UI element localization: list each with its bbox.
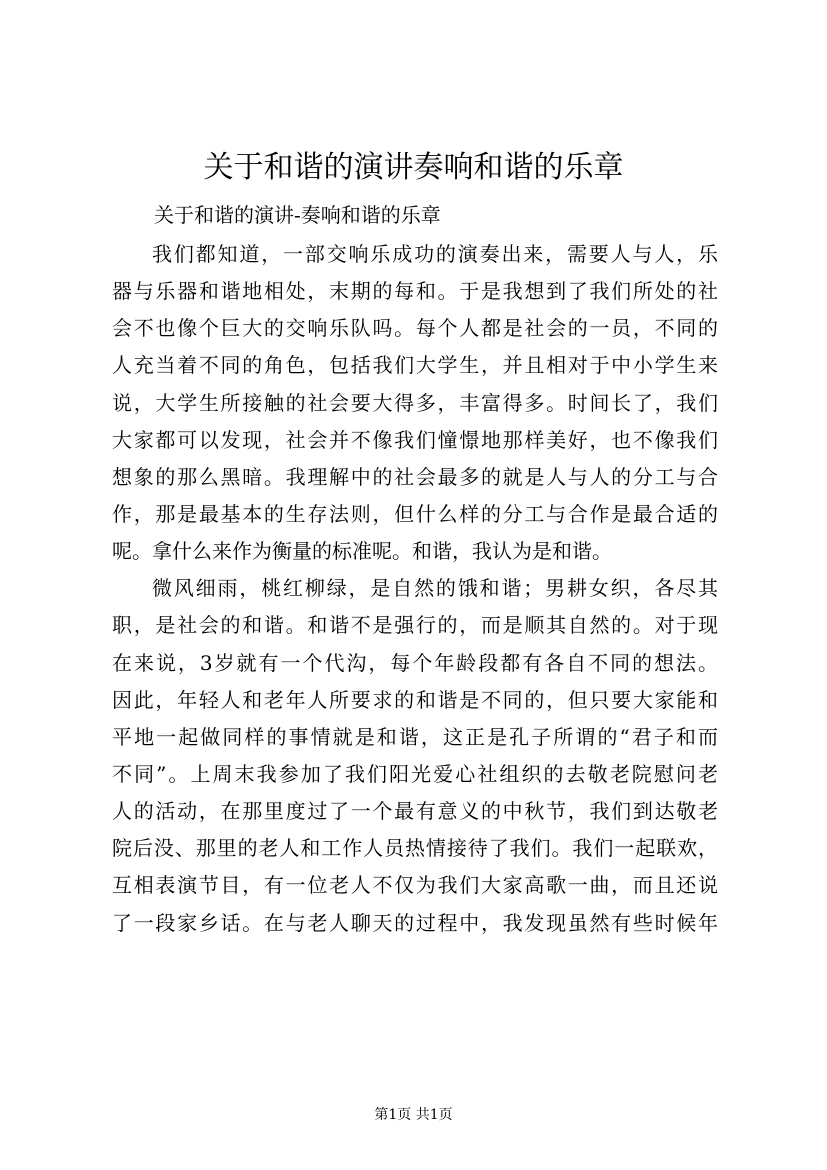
body-line: 作，那是最基本的生存法则，但什么样的分工与合作是最合适的 [112, 501, 718, 526]
body-line: 院后没、那里的老人和工作人员热情接待了我们。我们一起联欢， [112, 836, 718, 861]
document-subtitle: 关于和谐的演讲-奏响和谐的乐章 [154, 203, 441, 227]
body-line: 想象的那么黑暗。我理解中的社会最多的就是人与人的分工与合 [112, 464, 718, 489]
body-line: 人的活动，在那里度过了一个最有意义的中秋节，我们到达敬老 [112, 799, 718, 824]
body-line: 在来说，3岁就有一个代沟，每个年龄段都有各自不同的想法。 [112, 650, 718, 675]
body-line: 人充当着不同的角色，包括我们大学生，并且相对于中小学生来 [112, 353, 718, 378]
body-line: 微风细雨，桃红柳绿，是自然的饿和谐；男耕女织，各尽其 [152, 576, 718, 601]
body-line: 职，是社会的和谐。和谐不是强行的，而是顺其自然的。对于现 [112, 613, 718, 638]
document-body [112, 236, 718, 942]
body-line: 器与乐器和谐地相处，末期的每和。于是我想到了我们所处的社 [112, 279, 718, 304]
body-line: 会不也像个巨大的交响乐队吗。每个人都是社会的一员，不同的 [112, 316, 718, 341]
document-title: 关于和谐的演讲奏响和谐的乐章 [203, 150, 624, 185]
body-line: 呢。拿什么来作为衡量的标准呢。和谐，我认为是和谐。 [112, 539, 612, 564]
body-line: 平地一起做同样的事情就是和谐，这正是孔子所谓的“君子和而 [112, 724, 718, 749]
body-line: 了一段家乡话。在与老人聊天的过程中，我发现虽然有些时候年 [112, 910, 718, 935]
body-line: 不同”。上周末我参加了我们阳光爱心社组织的去敬老院慰问老 [112, 761, 718, 786]
body-line: 大家都可以发现，社会并不像我们憧憬地那样美好，也不像我们 [112, 427, 718, 452]
body-line: 说，大学生所接触的社会要大得多，丰富得多。时间长了，我们 [112, 390, 718, 415]
page-number: 第1页 共1页 [374, 1107, 453, 1123]
body-line: 互相表演节目，有一位老人不仅为我们大家高歌一曲，而且还说 [112, 873, 718, 898]
body-line: 因此，年轻人和老年人所要求的和谐是不同的，但只要大家能和 [112, 687, 718, 712]
body-line: 我们都知道，一部交响乐成功的演奏出来，需要人与人，乐 [152, 242, 718, 266]
